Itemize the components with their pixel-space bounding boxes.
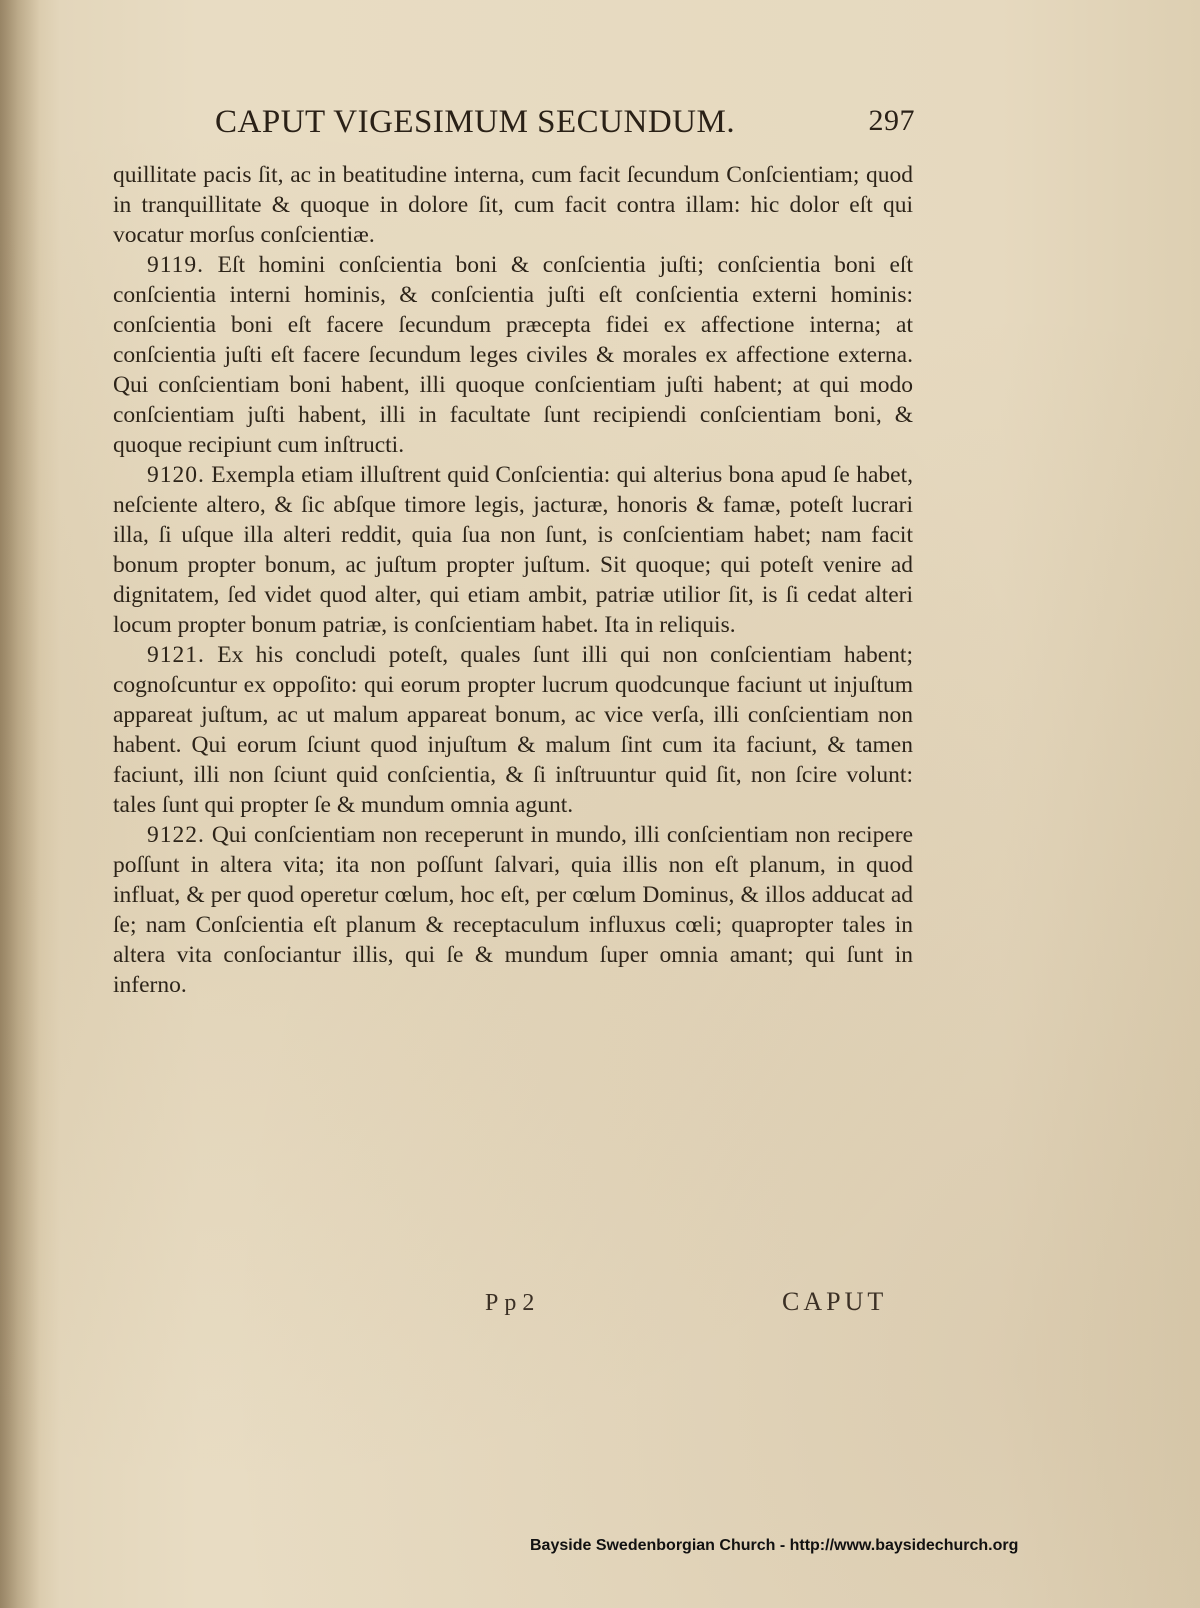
paragraph-number: 9120.	[147, 462, 205, 488]
running-head	[215, 104, 915, 144]
paragraph-number: 9121.	[147, 642, 205, 668]
paragraph-number: 9122.	[147, 822, 205, 848]
source-credit: Bayside Swedenborgian Church - http://www.baysidechurch.org	[530, 1537, 1019, 1554]
paragraph-9122	[113, 820, 913, 1000]
chapter-title: CAPUT VIGESIMUM SECUNDUM.	[215, 104, 736, 140]
paragraph-9120	[113, 460, 913, 640]
paragraph-text: quillitate pacis ſit, ac in beatitudine interna, cum facit ſecundum Conſcientiam; quod in tranquillitate & quoque in dolore ſit, cum facit contra illam: hic dolor eſt qui vocatur morſus conſcientiæ.	[113, 162, 913, 248]
body-text	[113, 160, 913, 1000]
spine-shadow	[0, 0, 40, 1608]
paragraph-9121	[113, 640, 913, 820]
paragraph-9119	[113, 250, 913, 460]
paragraph-text: Qui conſcientiam non receperunt in mundo, illi conſcientiam non recipere poſſunt in altera vita; ita non poſſunt ſalvari, quia illis non eſt planum, in quod influat, & per quod operetur cœlum, hoc eſt, per cœlum Dominus, & illos adducat ad ſe; nam Conſcientia eſt planum & receptaculum influxus cœli; quapropter tales in altera vita conſociantur illis, qui ſe & mundum ſuper omnia amant; qui ſunt in inferno.	[113, 822, 914, 998]
paragraph-text: Ex his concludi poteſt, quales ſunt illi qui non conſcientiam habent; cognoſcuntur ex oppoſito: qui eorum propter lucrum quodcunque faciunt ut injuſtum appareat juſtum, ac ut malum appareat bonum, ac vice verſa, illi conſcientiam non habent. Qui eorum ſciunt quod injuſtum & malum ſint cum ita faciunt, & tamen faciunt, illi non ſciunt quid conſcientia, & ſi inſtruuntur quid ſit, non ſcire volunt: tales ſunt qui propter ſe & mundum omnia agunt.	[113, 642, 913, 818]
page-number: 297	[868, 104, 915, 137]
signature-mark: Pp2	[485, 1290, 541, 1316]
catchword: CAPUT	[782, 1287, 888, 1316]
paragraph-number: 9119.	[147, 252, 205, 278]
paragraph-continued	[113, 160, 913, 250]
paragraph-text: Exempla etiam illuſtrent quid Conſcientia: qui alterius bona apud ſe habet, neſciente altero, & ſic abſque timore legis, jacturæ, honoris & famæ, poteſt lucrari illa, ſi uſque illa alteri reddit, quia ſua non ſunt, is conſcientiam habet; nam facit bonum propter bonum, ac juſtum propter juſtum. Sit quoque; qui poteſt venire ad dignitatem, ſed videt quod alter, qui etiam ambit, patriæ utilior ſit, is ſi cedat alteri locum propter bonum patriæ, is conſcientiam habet. Ita in reliquis.	[113, 462, 914, 638]
paragraph-text: Eſt homini conſcientia boni & conſcientia juſti; conſcientia boni eſt conſcientia interni hominis, & conſcientia juſti eſt conſcientia externi hominis: conſcientia boni eſt facere ſecundum præcepta fidei ex affectione interna; at conſcientia juſti eſt facere ſecundum leges civiles & morales ex affectione externa. Qui conſcientiam boni habent, illi quoque conſcientiam juſti habent; at qui modo conſcientiam juſti habent, illi in facultate ſunt recipiendi conſcientiam boni, & quoque recipiunt cum inſtructi.	[113, 252, 913, 458]
